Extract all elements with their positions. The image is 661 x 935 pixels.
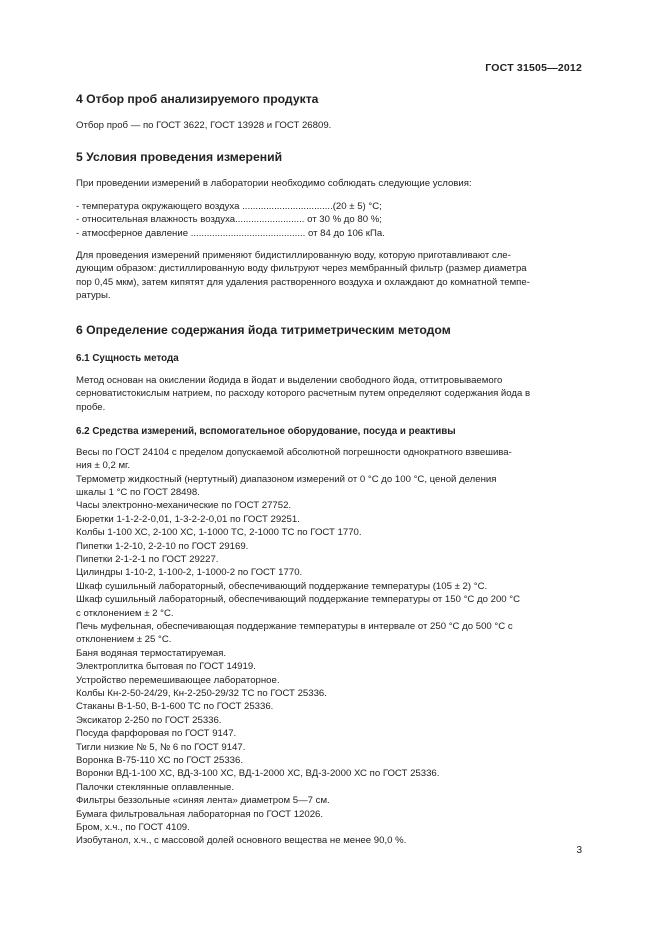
section-5-title: 5 Условия проведения измерений (76, 150, 283, 165)
equipment-line: Бумага фильтровальная лабораторная по ГОСТ 12026. (76, 808, 324, 820)
equipment-line: Пипетки 1-2-10, 2-2-10 по ГОСТ 29169. (76, 540, 249, 552)
condition-item: - относительная влажность воздуха.......................... от 30 % до 80 %; (76, 214, 382, 226)
equipment-line: с отклонением ± 2 °С. (76, 607, 174, 619)
text-line: Для проведения измерений применяют бидистиллированную воду, которую приготавливают сле- (76, 250, 511, 262)
subsection-6-2-title: 6.2 Средства измерений, вспомогательное оборудование, посуда и реактивы (76, 426, 456, 438)
equipment-line: Шкаф сушильный лабораторный, обеспечивающий поддержание температуры от 150 °С до 200 °С (76, 594, 521, 606)
equipment-line: Электроплитка бытовая по ГОСТ 14919. (76, 661, 256, 673)
equipment-line: Тигли низкие № 5, № 6 по ГОСТ 9147. (76, 741, 246, 753)
equipment-line: Воронка В-75-110 ХС по ГОСТ 25336. (76, 755, 243, 767)
equipment-line: Часы электронно-механические по ГОСТ 27752. (76, 500, 292, 512)
equipment-line: шкалы 1 °С по ГОСТ 28498. (76, 486, 200, 498)
document-body (76, 92, 584, 848)
text-line: пор 0,45 мкм), затем кипятят для удаления растворенного воздуха и охлаждают до комнатной темпе- (76, 276, 530, 288)
equipment-line: ния ± 0,2 мг. (76, 460, 131, 472)
equipment-line: Устройство перемешивающее лабораторное. (76, 674, 280, 686)
condition-item: - температура окружающего воздуха ..................................(20 ± 5) °С; (76, 200, 382, 212)
text-line: дующим образом: дистиллированную воду фильтруют через мембранный фильтр (размер диаметра (76, 263, 527, 275)
equipment-line: Термометр жидкостный (нертутный) диапазоном измерений от 0 °С до 100 °С, ценой деления (76, 473, 497, 485)
condition-item: - атмосферное давление ........................................... от 84 до 106 кПа. (76, 227, 385, 239)
water-paragraph (76, 249, 584, 303)
equipment-line: Стаканы В-1-50, В-1-600 ТС по ГОСТ 25336. (76, 701, 274, 713)
section-4-text: Отбор проб — по ГОСТ 3622, ГОСТ 13928 и ГОСТ 26809. (76, 120, 332, 131)
equipment-line: Колбы 1-100 ХС, 2-100 ХС, 1-1000 ТС, 2-1000 ТС по ГОСТ 1770. (76, 527, 362, 539)
text-line: серноватистокислым натрием, по расходу которого расчетным путем определяют содержания йода в (76, 388, 531, 400)
equipment-line: Весы по ГОСТ 24104 с пределом допускаемой абсолютной погрешности однократного взвешива- (76, 446, 512, 458)
equipment-line: Цилиндры 1-10-2, 1-100-2, 1-1000-2 по ГОСТ 1770. (76, 567, 303, 579)
equipment-line: отклонением ± 25 °С. (76, 634, 172, 646)
method-paragraph (76, 374, 584, 414)
equipment-line: Эксикатор 2-250 по ГОСТ 25336. (76, 714, 222, 726)
section-4-title: 4 Отбор проб анализируемого продукта (76, 92, 319, 106)
text-line: пробе. (76, 401, 106, 413)
equipment-line: Печь муфельная, обеспечивающая поддержание температуры в интервале от 250 °С до 500 °С с (76, 620, 513, 632)
equipment-list (76, 446, 584, 848)
equipment-line: Шкаф сушильный лабораторный, обеспечивающий поддержание температуры (105 ± 2) °С. (76, 580, 488, 592)
document-code: ГОСТ 31505—2012 (485, 62, 582, 74)
section-5-intro: При проведении измерений в лаборатории необходимо соблюдать следующие условия: (76, 178, 472, 190)
equipment-line: Баня водяная термостатируемая. (76, 647, 227, 659)
equipment-line: Воронки ВД-1-100 ХС, ВД-3-100 ХС, ВД-1-2000 ХС, ВД-3-2000 ХС по ГОСТ 25336. (76, 768, 440, 780)
equipment-line: Пипетки 2-1-2-1 по ГОСТ 29227. (76, 553, 219, 565)
equipment-line: Бром, х.ч., по ГОСТ 4109. (76, 822, 190, 834)
conditions-list (76, 200, 584, 240)
text-line: Метод основан на окислении йодида в йодат и выделении свободного йода, оттитровываемого (76, 375, 503, 387)
text-line: ратуры. (76, 290, 111, 302)
page-number: 3 (576, 845, 582, 856)
equipment-line: Фильтры беззольные «синяя лента» диаметром 5—7 см. (76, 795, 330, 807)
section-6-title: 6 Определение содержания йода титриметрическим методом (76, 322, 451, 337)
equipment-line: Посуда фарфоровая по ГОСТ 9147. (76, 728, 237, 740)
equipment-line: Изобутанол, х.ч., с массовой долей основного вещества не менее 90,0 %. (76, 835, 407, 847)
equipment-line: Колбы Кн-2-50-24/29, Кн-2-250-29/32 ТС по ГОСТ 25336. (76, 688, 327, 699)
subsection-6-1-title: 6.1 Сущность метода (76, 352, 179, 364)
equipment-line: Бюретки 1-1-2-2-0,01, 1-3-2-2-0,01 по ГОСТ 29251. (76, 513, 300, 525)
equipment-line: Палочки стеклянные оплавленные. (76, 781, 235, 793)
